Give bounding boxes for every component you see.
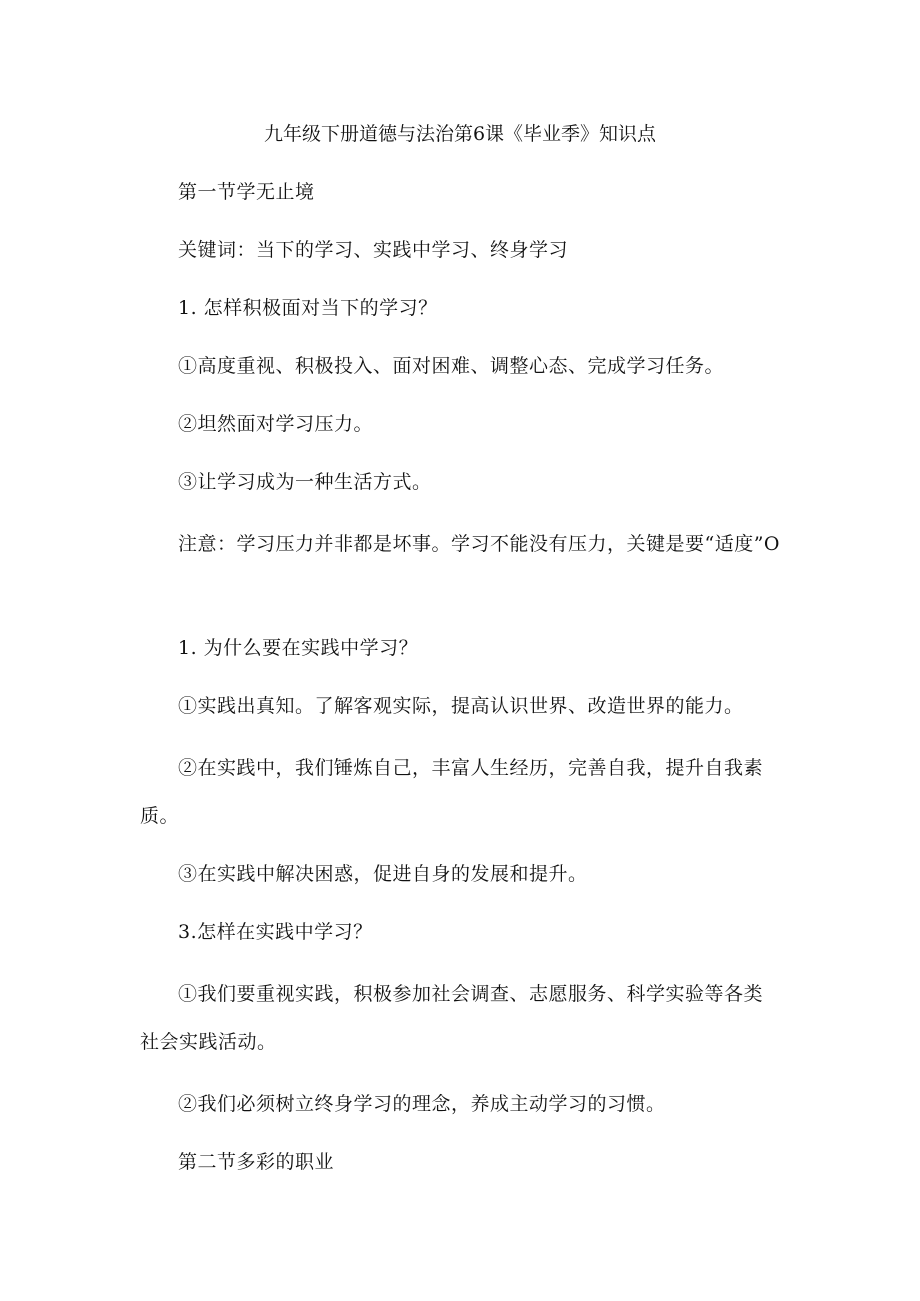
note-paragraph: 注意：学习压力并非都是坏事。学习不能没有压力，关键是要“适度”O (178, 533, 781, 555)
answer-1-item-3: ③让学习成为一种生活方式。 (178, 471, 432, 493)
answer-3-item-1: ①我们要重视实践，积极参加社会调查、志愿服务、科学实验等各类社会实践活动。 (140, 983, 764, 1053)
keywords-line: 关键词：当下的学习、实践中学习、终身学习 (178, 239, 569, 261)
document-title: 九年级下册道德与法治第6课《毕业季》知识点 (263, 123, 657, 145)
answer-1-item-2: ②坦然面对学习压力。 (178, 413, 374, 435)
answer-2-item-1: ①实践出真知。了解客观实际，提高认识世界、改造世界的能力。 (178, 695, 744, 717)
question-3: 3.怎样在实践中学习？ (178, 921, 373, 943)
question-1: 1. 怎样积极面对当下的学习？ (178, 297, 438, 319)
answer-2-item-3: ③在实践中解决困惑，促进自身的发展和提升。 (178, 863, 588, 885)
question-2: 1. 为什么要在实践中学习？ (178, 637, 419, 659)
section-heading-1: 第一节学无止境 (178, 181, 315, 203)
answer-3-item-2: ②我们必须树立终身学习的理念，养成主动学习的习惯。 (178, 1093, 666, 1115)
section-heading-2: 第二节多彩的职业 (178, 1151, 335, 1173)
answer-1-item-1: ①高度重视、积极投入、面对困难、调整心态、完成学习任务。 (178, 355, 725, 377)
answer-2-item-2: ②在实践中，我们锤炼自己，丰富人生经历，完善自我，提升自我素质。 (140, 757, 764, 827)
